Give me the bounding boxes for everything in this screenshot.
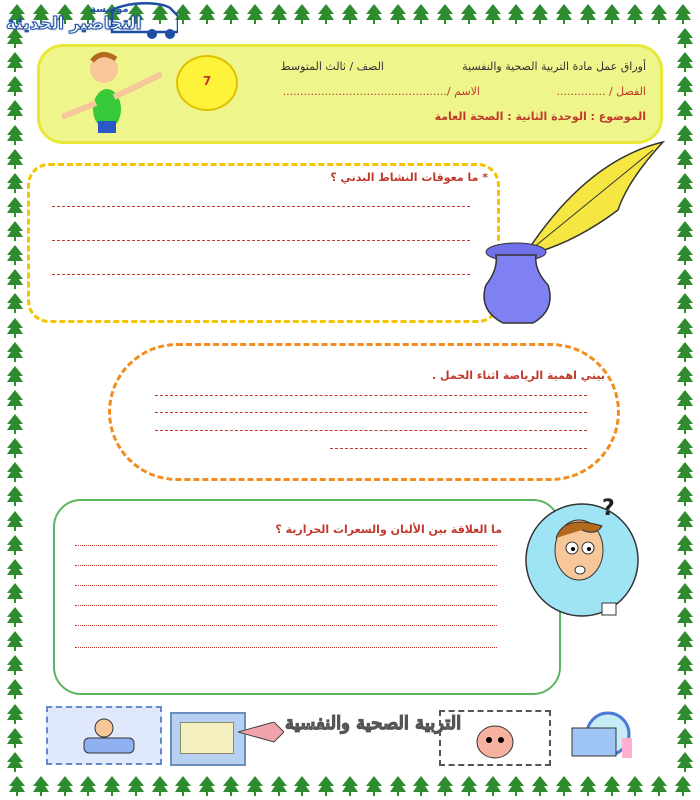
tree-icon [6, 438, 24, 458]
tree-icon [6, 173, 24, 193]
pencil-icon [238, 722, 284, 744]
tree-icon [6, 52, 24, 72]
logo-small-text: مؤسسة [90, 4, 129, 15]
tree-icon [436, 4, 454, 24]
tree-border-right [676, 28, 694, 772]
tree-icon [676, 486, 694, 506]
question-3: ما العلاقة بين الألبان والسعرات الحرارية ؟ [275, 523, 502, 536]
tree-icon [650, 4, 668, 24]
logo-text: التحاضير الحديثة [6, 14, 142, 34]
tree-icon [6, 462, 24, 482]
thinking-man-icon [524, 498, 654, 618]
topic-line: الموضوع : الوحدة الثانية : الصحة العامة [434, 110, 646, 123]
tree-icon [676, 293, 694, 313]
tree-icon [6, 342, 24, 362]
tree-icon [6, 390, 24, 410]
tree-icon [151, 776, 169, 796]
tree-icon [6, 269, 24, 289]
answer-line[interactable] [330, 448, 587, 449]
tree-icon [603, 776, 621, 796]
tree-icon [6, 486, 24, 506]
tree-icon [246, 776, 264, 796]
tree-icon [603, 4, 621, 24]
tree-icon [674, 4, 692, 24]
tree-icon [6, 125, 24, 145]
tree-icon [676, 76, 694, 96]
tree-icon [6, 704, 24, 724]
tree-icon [676, 245, 694, 265]
tree-icon [246, 4, 264, 24]
tree-icon [531, 4, 549, 24]
tree-icon [6, 100, 24, 120]
tree-icon [222, 4, 240, 24]
name-field: الاسم /............................................... [282, 85, 480, 98]
tree-icon [270, 4, 288, 24]
sleeping-child-icon [48, 708, 160, 763]
tree-icon [676, 607, 694, 627]
tree-icon [626, 776, 644, 796]
tree-icon [676, 511, 694, 531]
lesson-number-badge [176, 55, 238, 111]
worksheet-title: أوراق عمل مادة التربية الصحية والنفسية [462, 60, 646, 73]
tree-icon [676, 414, 694, 434]
tree-icon [676, 583, 694, 603]
tree-icon [6, 583, 24, 603]
tree-icon [341, 776, 359, 796]
brand-logo [2, 2, 178, 42]
tree-icon [6, 631, 24, 651]
tree-icon [484, 776, 502, 796]
tree-icon [676, 462, 694, 482]
tree-icon [6, 535, 24, 555]
computer-icon [560, 710, 646, 764]
tree-icon [579, 4, 597, 24]
tree-icon [6, 197, 24, 217]
question-mark-icon: ? [602, 496, 615, 521]
tree-icon [676, 28, 694, 48]
tree-icon [674, 776, 692, 796]
tree-icon [531, 776, 549, 796]
tree-icon [56, 776, 74, 796]
tree-icon [6, 245, 24, 265]
tree-icon [676, 438, 694, 458]
mascot-image [439, 710, 551, 766]
tree-icon [6, 414, 24, 434]
answer-line[interactable] [155, 395, 587, 396]
tree-icon [174, 776, 192, 796]
tree-icon [79, 776, 97, 796]
tree-icon [6, 511, 24, 531]
answer-line[interactable] [75, 647, 497, 648]
tree-icon [6, 221, 24, 241]
answer-line[interactable] [52, 206, 470, 207]
tree-icon [341, 4, 359, 24]
tree-icon [676, 390, 694, 410]
quill-ink-icon [468, 140, 668, 330]
tree-icon [676, 318, 694, 338]
answer-line[interactable] [52, 240, 470, 241]
answer-line[interactable] [75, 585, 497, 586]
tree-icon [555, 4, 573, 24]
tree-icon [626, 4, 644, 24]
lesson-number: 7 [202, 74, 212, 88]
tree-icon [460, 776, 478, 796]
tree-icon [579, 776, 597, 796]
tree-icon [676, 342, 694, 362]
tree-icon [6, 293, 24, 313]
tree-icon [507, 4, 525, 24]
tree-icon [676, 197, 694, 217]
tree-icon [676, 149, 694, 169]
tree-icon [555, 776, 573, 796]
tree-icon [6, 607, 24, 627]
tree-icon [6, 728, 24, 748]
tree-icon [412, 776, 430, 796]
tree-icon [127, 776, 145, 796]
tree-icon [365, 4, 383, 24]
tree-icon [317, 776, 335, 796]
tree-icon [317, 4, 335, 24]
question-1: * ما معوقات النشاط البدني ؟ [330, 171, 488, 184]
tree-icon [436, 776, 454, 796]
grade-label: الصف / ثالث المتوسط [280, 60, 384, 73]
tree-icon [6, 679, 24, 699]
tree-icon [507, 776, 525, 796]
answer-line[interactable] [75, 565, 497, 566]
tree-icon [650, 776, 668, 796]
tree-icon [676, 655, 694, 675]
tree-icon [676, 269, 694, 289]
tree-border-bottom [8, 776, 692, 796]
tree-icon [6, 655, 24, 675]
header-card [37, 44, 663, 144]
question-2: بيني اهمية الرياضة اثناء الحمل . [432, 369, 605, 382]
answer-line[interactable] [155, 412, 587, 413]
tree-icon [8, 776, 26, 796]
tree-icon [270, 776, 288, 796]
tree-icon [32, 776, 50, 796]
answer-line[interactable] [75, 545, 497, 546]
tree-icon [412, 4, 430, 24]
boy-pointing-icon [52, 39, 162, 139]
tree-border-left [6, 28, 24, 772]
tree-icon [389, 776, 407, 796]
tree-icon [676, 752, 694, 772]
tree-icon [222, 776, 240, 796]
tree-icon [460, 4, 478, 24]
answer-line[interactable] [75, 605, 497, 606]
tree-icon [676, 728, 694, 748]
tree-icon [676, 125, 694, 145]
tree-icon [484, 4, 502, 24]
sleeping-child-image [46, 706, 162, 765]
answer-line[interactable] [75, 625, 497, 626]
footer-title: التربية الصحية والنفسية [285, 713, 462, 734]
answer-line[interactable] [52, 274, 470, 275]
tree-icon [6, 76, 24, 96]
tree-icon [103, 776, 121, 796]
tree-icon [293, 4, 311, 24]
class-field: الفصل / .............. [556, 85, 646, 98]
tablet-image [170, 712, 246, 766]
tree-icon [676, 366, 694, 386]
tree-icon [676, 631, 694, 651]
tree-icon [676, 52, 694, 72]
tree-icon [198, 776, 216, 796]
tree-icon [6, 366, 24, 386]
tree-icon [6, 318, 24, 338]
tree-icon [676, 100, 694, 120]
answer-line[interactable] [155, 430, 587, 431]
tree-icon [676, 221, 694, 241]
tree-icon [6, 149, 24, 169]
tree-icon [293, 776, 311, 796]
tree-icon [676, 535, 694, 555]
tree-icon [365, 776, 383, 796]
tree-icon [676, 559, 694, 579]
tree-icon [389, 4, 407, 24]
tree-icon [6, 559, 24, 579]
mascot-face-icon [441, 712, 549, 764]
tree-icon [676, 173, 694, 193]
question-box-1 [27, 163, 500, 323]
tree-icon [198, 4, 216, 24]
tree-icon [676, 679, 694, 699]
tree-icon [676, 704, 694, 724]
tree-icon [6, 752, 24, 772]
